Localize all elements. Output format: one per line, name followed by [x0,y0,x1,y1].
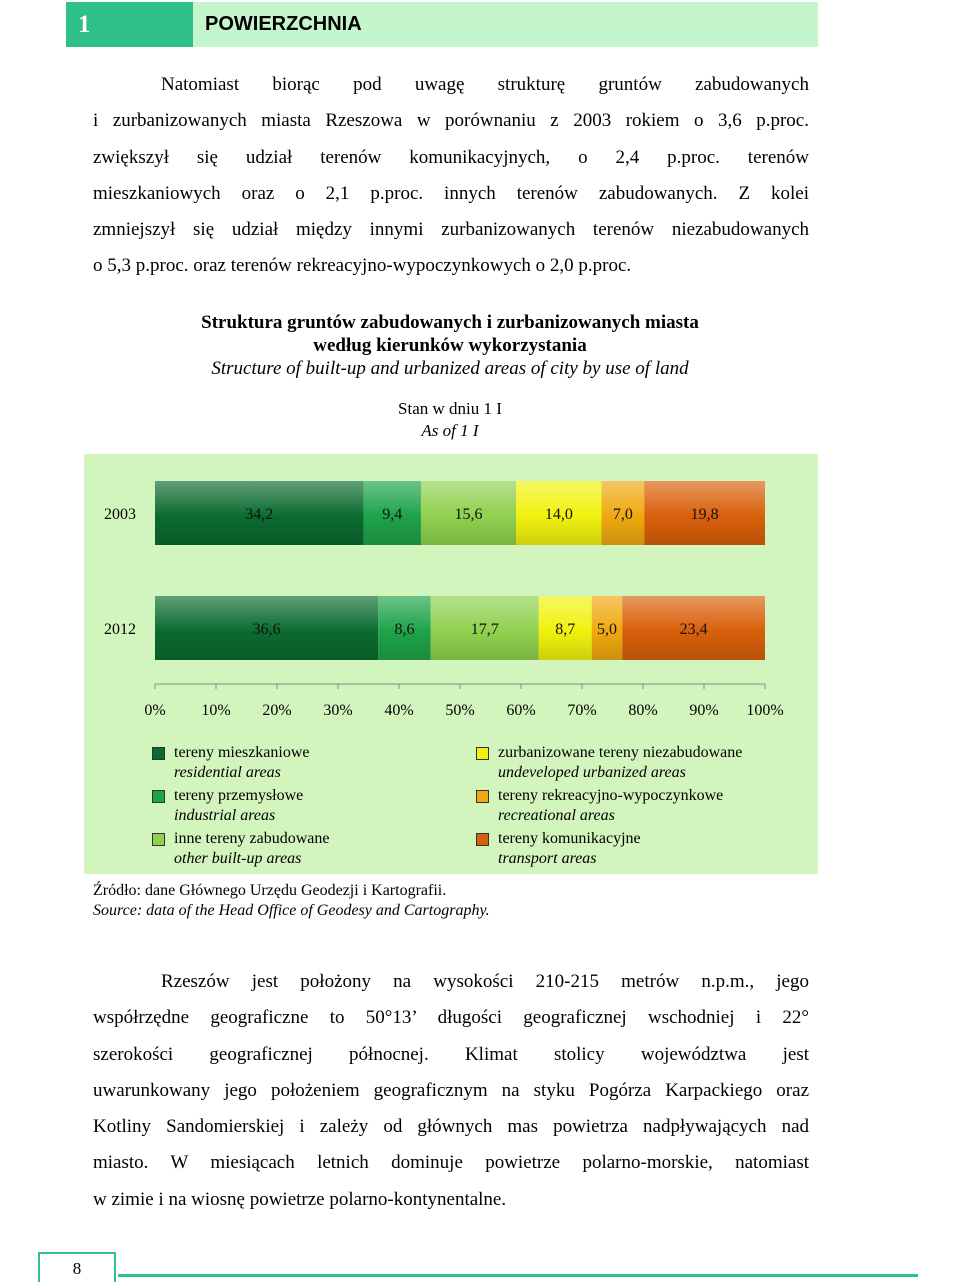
legend-label-pl: zurbanizowane tereny niezabudowane [498,744,743,761]
x-tick-label: 0% [144,702,166,719]
legend-label-pl: inne tereny zabudowane [174,830,330,847]
x-tick-label: 50% [445,702,475,719]
chart-date-pl: Stan w dniu 1 I [398,399,502,418]
legend-swatch [476,833,489,846]
geography-paragraph [93,964,809,1218]
legend-label-en: undeveloped urbanized areas [498,764,686,781]
data-label: 19,8 [690,506,719,523]
legend-label-pl: tereny mieszkaniowe [174,744,310,761]
data-label: 8,6 [394,621,415,638]
data-label: 34,2 [245,506,274,523]
chart-title-en: Structure of built-up and urbanized areas of city by use of land [211,358,689,379]
category-label: 2012 [104,621,136,638]
legend-label-en: transport areas [498,850,597,867]
intro-paragraph [93,67,809,285]
source-note-pl: Źródło: dane Głównego Urzędu Geodezji i Kartografii. [93,882,447,899]
text-line: szerokości geograficznej północnej. Klimat stolicy województwa jest [93,1043,809,1065]
section-header [66,2,818,47]
data-label: 14,0 [544,506,573,523]
legend-swatch [476,790,489,803]
chart-date-en: As of 1 I [421,421,479,440]
legend-label-pl: tereny przemysłowe [174,787,304,804]
x-tick-label: 40% [384,702,414,719]
chart-area [84,454,818,874]
text-line: miasto. W miesiącach letnich dominuje powietrze polarno-morskie, natomiast [93,1152,809,1174]
source-note-en: Source: data of the Head Office of Geodesy and Cartography. [93,902,490,919]
x-tick-label: 10% [201,702,231,719]
data-label: 8,7 [555,621,576,638]
data-label: 5,0 [597,621,618,638]
category-label: 2003 [104,506,136,523]
x-tick-label: 20% [262,702,292,719]
data-label: 9,4 [382,506,403,523]
x-tick-label: 60% [506,702,536,719]
legend-item [174,786,303,826]
text-line: mieszkaniowych oraz o 2,1 p.proc. innych terenów zabudowanych. Z kolei [93,182,809,204]
data-label: 15,6 [454,506,483,523]
footer-rule [118,1274,918,1277]
x-tick-label: 30% [323,702,353,719]
legend-label-en: residential areas [174,764,281,781]
chart-title-pl: Struktura gruntów zabudowanych i zurbanizowanych miasta [201,312,699,333]
text-line: uwarunkowany jego położeniem geograficznym na styku Pogórza Karpackiego oraz [93,1079,809,1101]
legend-label-en: industrial areas [174,807,276,824]
section-number: 1 [66,2,193,47]
legend-item [498,786,723,826]
legend-item [498,743,742,783]
text-line: o 5,3 p.proc. oraz terenów rekreacyjno-wypoczynkowych o 2,0 p.proc. [93,255,632,277]
legend-swatch [476,747,489,760]
legend-swatch [152,790,165,803]
data-label: 36,6 [252,621,281,638]
x-tick-label: 100% [746,702,784,719]
legend-item [174,829,329,869]
x-tick-label: 70% [567,702,597,719]
legend-swatch [152,833,165,846]
text-line: zmniejszył się udział między innymi zurbanizowanych terenów niezabudowanych [93,219,809,241]
section-title: POWIERZCHNIA [193,2,818,47]
text-line: i zurbanizowanych miasta Rzeszowa w porównaniu z 2003 rokiem o 3,6 p.proc. [93,110,809,132]
legend-item [174,743,310,783]
text-line: Natomiast biorąc pod uwagę strukturę gruntów zabudowanych [161,74,809,95]
text-line: zwiększył się udział terenów komunikacyjnych, o 2,4 p.proc. terenów [93,146,809,168]
page-number: 8 [38,1252,116,1282]
data-label: 17,7 [470,621,499,638]
text-line: współrzędne geograficzne to 50°13’ długości geograficznej wschodniej i 22° [93,1007,809,1029]
x-tick-label: 80% [628,702,658,719]
text-line: Kotliny Sandomierskiej i zależy od głównych mas powietrza nadpływających nad [93,1116,809,1138]
legend-label-en: other built-up areas [174,850,302,867]
legend-item [498,829,641,869]
legend-label-en: recreational areas [498,807,615,824]
text-line: Rzeszów jest położony na wysokości 210-215 metrów n.p.m., jego [161,971,809,992]
x-tick-label: 90% [689,702,719,719]
data-label: 23,4 [679,621,708,638]
text-line: w zimie i na wiosnę powietrze polarno-kontynentalne. [93,1188,507,1210]
legend-swatch [152,747,165,760]
data-label: 7,0 [612,506,633,523]
chart-title-pl-2: według kierunków wykorzystania [313,335,587,356]
legend-label-pl: tereny rekreacyjno-wypoczynkowe [498,787,724,804]
legend-label-pl: tereny komunikacyjne [498,830,641,847]
